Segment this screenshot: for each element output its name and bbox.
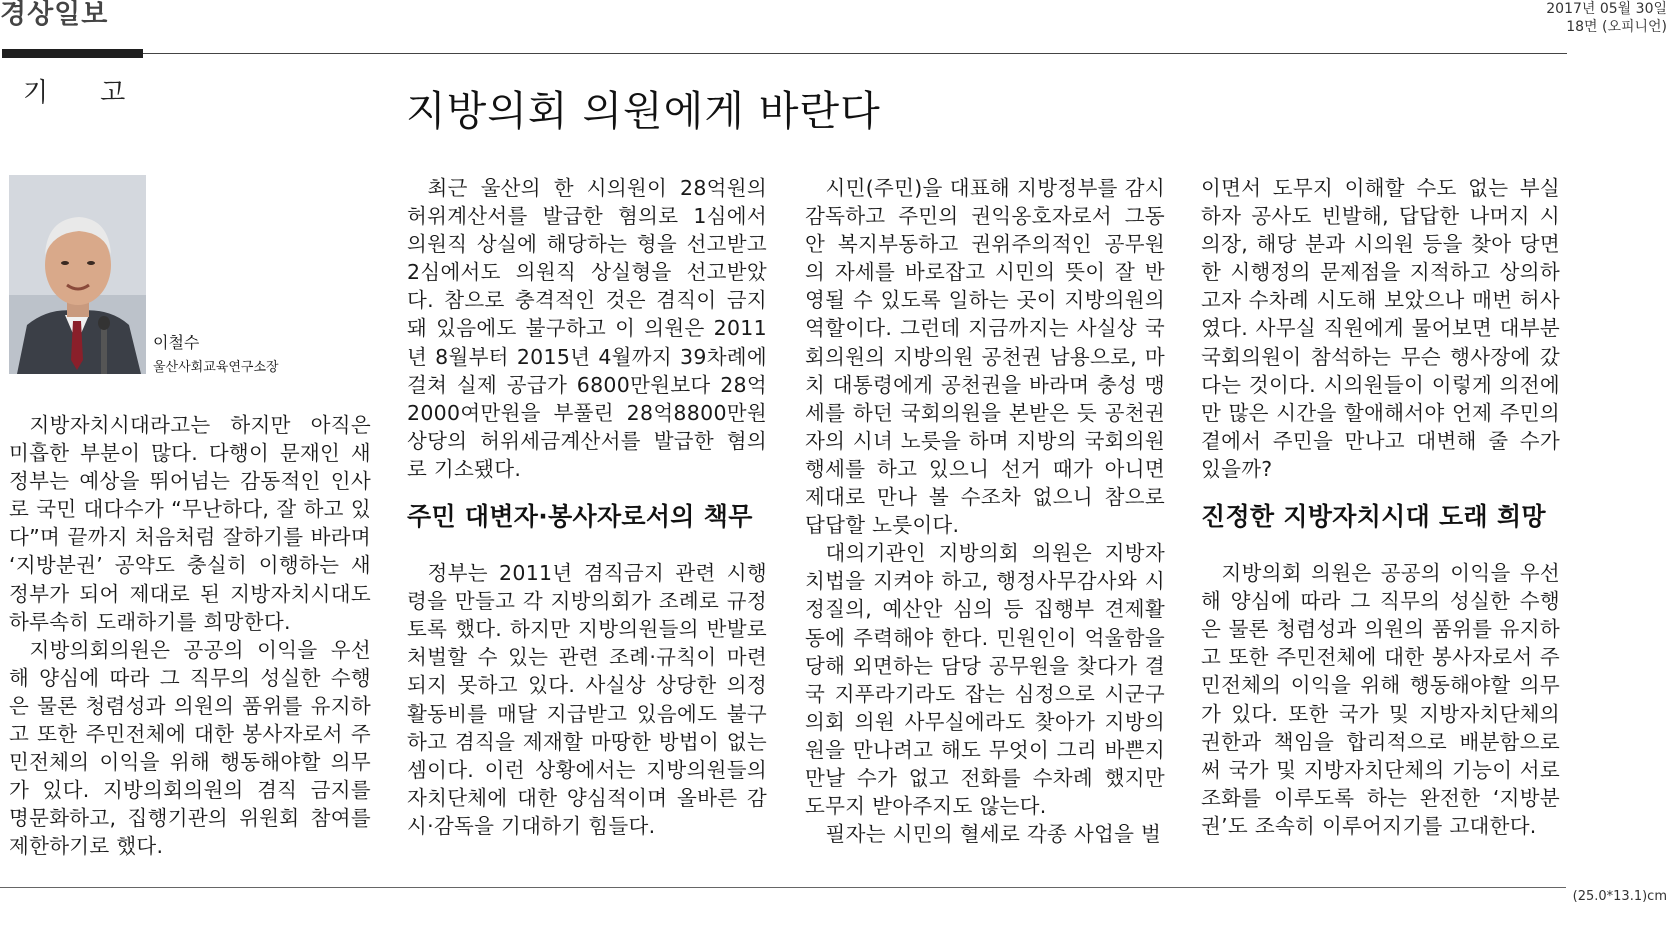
paragraph: 최근 울산의 한 시의원이 28억원의 허위계산서를 발급한 혐의로 1심에서 의원직 상실에 해당하는 형을 선고받고 2심에서도 의원직 상실형을 선고받았다. 참으로 충격적인 것은 겸직이 금지돼 있음에도 불구하고 이 의원은 2011년 8월부터 2015년 4월까지 39차례에 걸쳐 실제 공급가 6800만원보다 28억2000여만원을 부풀린 28억8800만원 상당의 허위세금계산서를 발급한 혐의로 기소됐다. [407,176,767,481]
paragraph: 지방의회 의원은 공공의 이익을 우선해 양심에 따라 그 직무의 성실한 수행은 물론 청렴성과 의원의 품위를 유지하고 또한 주민전체에 대한 봉사자로서 주민전체의 이익을 위해 행동해야할 의무가 있다. 또한 국가 및 지방자치단체의 권한과 책임을 합리적으로 배분함으로써 국가 및 지방자치단체의 기능이 서로 조화를 이루도록 하는 완전한 ‘지방분권’도 조속히 이루어지기를 고대한다. [1201,561,1560,838]
article-column-3 [805,174,1165,848]
paragraph: 정부는 2011년 겸직금지 관련 시행령을 만들고 각 지방의회가 조례로 규정토록 했다. 하지만 지방의원들의 반발로 처벌할 수 있는 관련 조례·규칙이 마련되지 못하고 있다. 사실상 상당한 의정활동비를 매달 지급받고 있음에도 불구하고 겸직을 제재할 마땅한 방법이 없는 셈이다. 이런 상황에서는 지방의원들의 자치단체에 대한 양심적이며 올바른 감시·감독을 기대하기 힘들다. [407,561,767,838]
newspaper-masthead: 경상일보 [0,0,109,30]
paragraph: 필자는 시민의 혈세로 각종 사업을 벌 [825,822,1162,847]
author-title: 울산사회교육연구소장 [153,360,279,375]
page-section: 18면 (오피니언) [1566,19,1667,35]
paragraph: 시민(주민)을 대표해 지방정부를 감시 감독하고 주민의 권익옹호자로서 그동안 복지부동하고 권위주의적인 공무원의 자세를 바로잡고 시민의 뜻이 잘 반영될 수 있도록 일하는 곳이 지방의원의 역할이다. 그런데 지금까지는 사실상 국회의원의 지방의원 공천권 남용으로, 마치 대통령에게 공천권을 바라며 충성 맹세를 하던 국회의원을 본받은 듯 공천권자의 시녀 노릇을 하며 지방의 국회의원 행세를 하고 있으니 선거 때가 아니면 제대로 만나 볼 수조차 없으니 참으로 답답할 노릇이다. [805,176,1165,538]
section-label: 기고 [23,78,178,108]
author-photo [9,175,146,374]
subheading: 주민 대변자·봉사자로서의 책무 [407,502,753,532]
bottom-divider [0,887,1566,888]
article-column-2 [407,174,767,840]
article-headline: 지방의회 의원에게 바란다 [406,87,881,135]
masthead-underline [2,49,143,58]
top-divider [143,53,1567,54]
author-name: 이철수 [153,333,200,352]
paragraph: 대의기관인 지방의회 의원은 지방자치법을 지켜야 하고, 행정사무감사와 시정질의, 예산안 심의 등 집행부 견제활동에 주력해야 한다. 민원인이 억울함을 당해 외면하는 담당 공무원을 찾다가 결국 지푸라기라도 잡는 심정으로 시군구의회 의원 사무실에라도 찾아가 지방의원을 만나려고 해도 무엇이 그리 바쁜지 만날 수가 없고 전화를 수차례 했지만 도무지 받아주지도 않는다. [805,541,1165,819]
paragraph: 지방의회의원은 공공의 이익을 우선해 양심에 따라 그 직무의 성실한 수행은 물론 청렴성과 의원의 품위를 유지하고 또한 주민전체에 대한 봉사자로서 주민전체의 이익을 위해 행동해야할 의무가 있다. 지방의회의원의 겸직 금지를 명문화하고, 집행기관의 위원회 참여를 제한하기로 했다. [9,637,371,859]
paragraph: 이면서 도무지 이해할 수도 없는 부실 하자 공사도 빈발해, 답답한 나머지 시의장, 해당 분과 시의원 등을 찾아 당면한 시행정의 문제점을 지적하고 상의하고자 수차례 시도해 보았으나 매번 허사였다. 사무실 직원에게 물어보면 대부분 국회의원이 참석하는 무슨 행사장에 갔다는 것이다. 시의원들이 이렇게 의전에만 많은 시간을 할애해서야 언제 주민의 곁에서 주민을 만나고 대변해 줄 수가 있을까? [1201,176,1560,481]
article-column-1 [9,411,371,861]
article-size-note: (25.0*13.1)cm [1572,889,1667,904]
paragraph: 지방자치시대라고는 하지만 아직은 미흡한 부분이 많다. 다행이 문재인 새 정부는 예상을 뛰어넘는 감동적인 인사로 국민 대다수가 “무난하다, 잘 하고 있다”며 끝까지 처음처럼 잘하기를 바라며 ‘지방분권’ 공약도 충실히 이행하는 새 정부가 되어 제대로 된 지방자치시대도 하루속히 도래하기를 희망한다. [9,413,371,634]
publication-date: 2017년 05월 30일 [1546,1,1667,17]
publication-info [1546,0,1667,36]
author-portrait-image [9,175,146,374]
article-column-4 [1201,174,1560,840]
subheading: 진정한 지방자치시대 도래 희망 [1201,502,1546,532]
